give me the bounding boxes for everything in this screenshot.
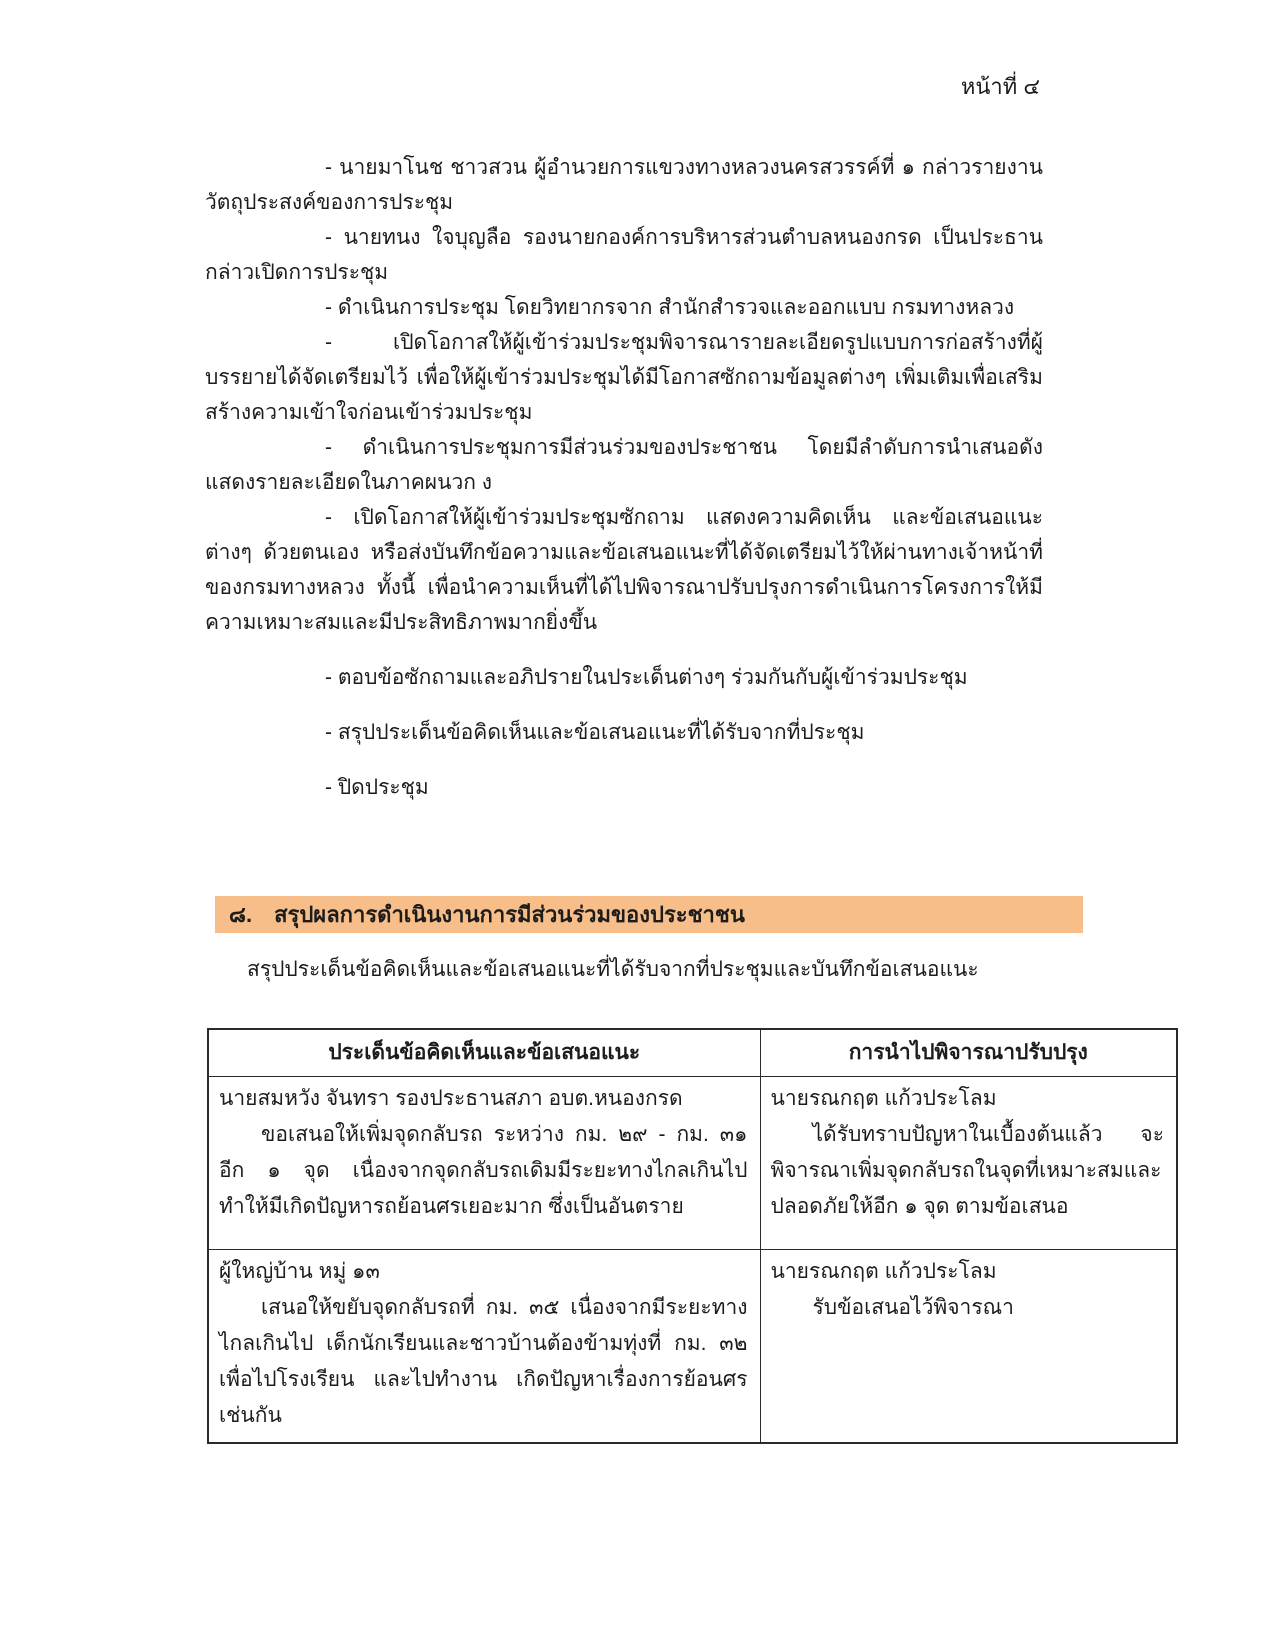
issue-name: ผู้ใหญ่บ้าน หมู่ ๑๓ [219,1260,380,1283]
body-paragraph: - นายทนง ใจบุญลือ รองนายกองค์การบริหารส่วนตำบลหนองกรด เป็นประธานกล่าวเปิดการประชุม [205,226,1043,284]
meeting-agenda-text [205,150,1043,805]
section-title: สรุปผลการดำเนินงานการมีส่วนร่วมของประชาชน [274,902,745,927]
action-cell [760,1077,1177,1250]
body-paragraph: - เปิดโอกาสให้ผู้เข้าร่วมประชุมพิจารณารายละเอียดรูปแบบการก่อสร้างที่ผู้บรรยายได้จัดเตรียมไว้ เพื่อให้ผู้เข้าร่วมประชุมได้มีโอกาสซักถามข้อมูลต่างๆ เพิ่มเติมเพื่อเสริมสร้างความเข้าใจก่อนเข้าร่วมประชุม [205,331,1043,424]
body-paragraph: - ดำเนินการประชุม โดยวิทยากรจาก สำนักสำรวจและออกแบบ กรมทางหลวง [325,296,1015,319]
table-row [208,1250,1177,1444]
action-detail: รับข้อเสนอไว้พิจารณา [812,1296,1014,1319]
issue-cell [208,1250,760,1444]
issue-name: นายสมหวัง จันทรา รองประธานสภา อบต.หนองกรด [219,1087,683,1110]
body-paragraph: - นายมาโนช ชาวสวน ผู้อำนวยการแขวงทางหลวงนครสวรรค์ที่ ๑ กล่าวรายงานวัตถุประสงค์ของการประชุม [205,156,1043,214]
body-paragraph: - ปิดประชุม [325,776,429,799]
section-number: ๘. [229,902,253,927]
action-cell [760,1250,1177,1444]
section-header-bar [215,896,1083,933]
issue-cell [208,1077,760,1250]
body-paragraph: - ดำเนินการประชุมการมีส่วนร่วมของประชาชน โดยมีลำดับการนำเสนอดังแสดงรายละเอียดในภาคผนวก ง [205,436,1043,494]
action-detail: ได้รับทราบปัญหาในเบื้องต้นแล้ว จะพิจารณาเพิ่มจุดกลับรถในจุดที่เหมาะสมและปลอดภัยให้อีก ๑ จุด ตามข้อเสนอ [770,1123,1164,1218]
page-number: หน้าที่ ๔ [960,74,1040,99]
table-header-row [208,1029,1177,1077]
issue-detail: เสนอให้ขยับจุดกลับรถที่ กม. ๓๕ เนื่องจากมีระยะทางไกลเกินไป เด็กนักเรียนและชาวบ้านต้องข้ามทุ่งที่ กม. ๓๒ เพื่อไปโรงเรียน และไปทำงาน เกิดปัญหาเรื่องการย้อนศรเช่นกัน [219,1296,748,1427]
table-row [208,1077,1177,1250]
table-header-issue: ประเด็นข้อคิดเห็นและข้อเสนอแนะ [208,1029,760,1077]
body-paragraph: - ตอบข้อซักถามและอภิปรายในประเด็นต่างๆ ร่วมกันกับผู้เข้าร่วมประชุม [325,666,968,689]
body-paragraph: - สรุปประเด็นข้อคิดเห็นและข้อเสนอแนะที่ได้รับจากที่ประชุม [325,721,865,744]
summary-intro: สรุปประเด็นข้อคิดเห็นและข้อเสนอแนะที่ได้รับจากที่ประชุมและบันทึกข้อเสนอแนะ [247,958,979,981]
body-paragraph: - เปิดโอกาสให้ผู้เข้าร่วมประชุมซักถาม แสดงความคิดเห็น และข้อเสนอแนะต่างๆ ด้วยตนเอง หรือส่งบันทึกข้อความและข้อเสนอแนะที่ได้จัดเตรียมไว้ให้ผ่านทางเจ้าหน้าที่ของกรมทางหลวง ทั้งนี้ เพื่อนำความเห็นที่ได้ไปพิจารณาปรับปรุงการดำเนินการโครงการให้มีความเหมาะสมและมีประสิทธิภาพมากยิ่งขึ้น [205,506,1043,634]
issue-detail: ขอเสนอให้เพิ่มจุดกลับรถ ระหว่าง กม. ๒๙ - กม. ๓๑ อีก ๑ จุด เนื่องจากจุดกลับรถเดิมมีระยะทางไกลเกินไป ทำให้มีเกิดปัญหารถย้อนศรเยอะมาก ซึ่งเป็นอันตราย [219,1123,748,1218]
action-name: นายรณกฤต แก้วประโลม [770,1087,997,1110]
action-name: นายรณกฤต แก้วประโลม [770,1260,997,1283]
table-header-action: การนำไปพิจารณาปรับปรุง [760,1029,1177,1077]
feedback-table [207,1028,1178,1444]
